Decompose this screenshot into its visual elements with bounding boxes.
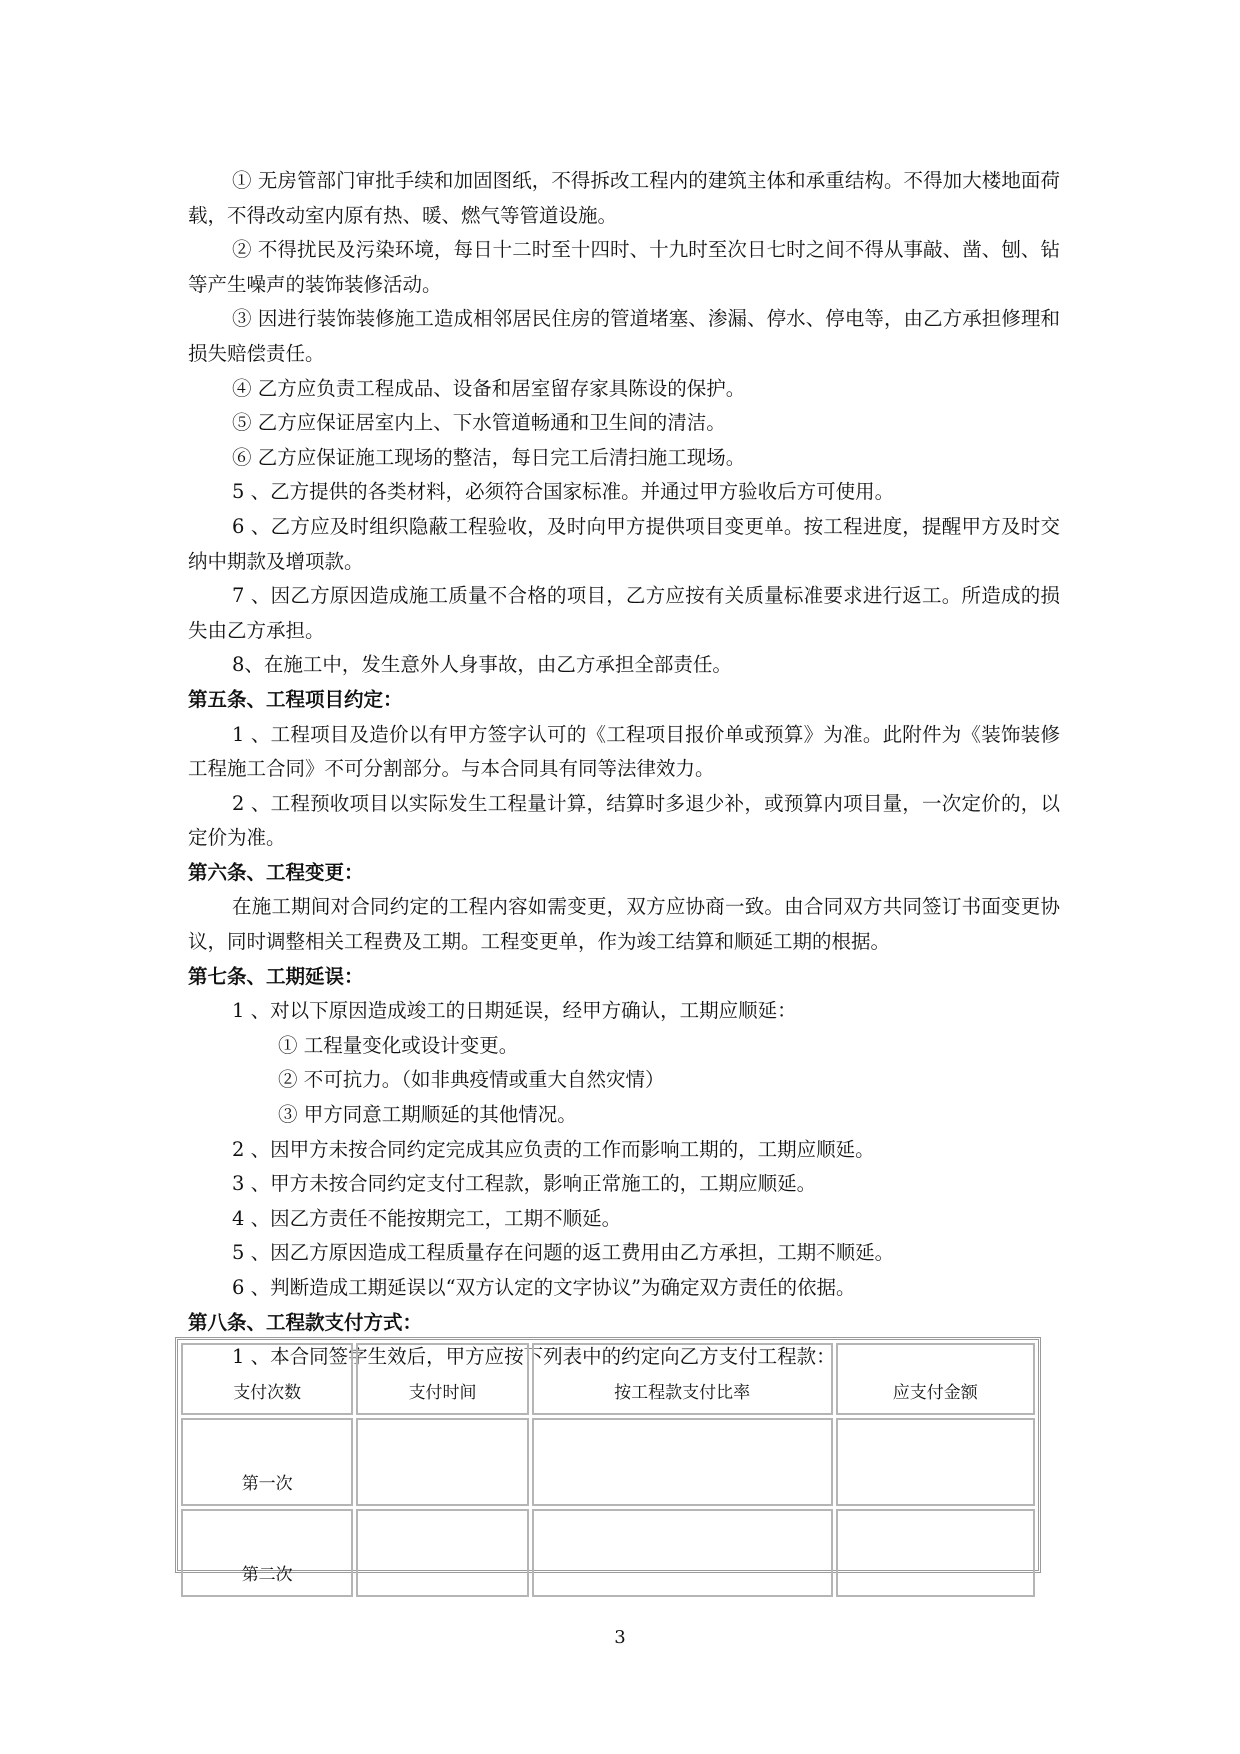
- table-row: [181, 1509, 1035, 1597]
- paragraph: 8、在施工中，发生意外人身事故，由乙方承担全部责任。: [232, 653, 732, 677]
- paragraph: 6 、判断造成工期延误以“双方认定的文字协议”为确定双方责任的依据。: [232, 1276, 856, 1299]
- section-heading: 第六条、工程变更：: [188, 860, 364, 884]
- paragraph: 5 、乙方提供的各类材料，必须符合国家标准。并通过甲方验收后方可使用。: [232, 480, 895, 504]
- table-header-cell: 按工程款支付比率: [532, 1343, 833, 1415]
- table-cell: [836, 1509, 1035, 1597]
- table-cell: [532, 1418, 833, 1506]
- table-cell: [836, 1418, 1035, 1506]
- table-header-cell: 应支付金额: [836, 1343, 1035, 1415]
- document-body: [188, 164, 1060, 1375]
- table-row: [181, 1418, 1035, 1506]
- paragraph: ① 工程量变化或设计变更。: [278, 1033, 519, 1057]
- paragraph: 1 、对以下原因造成竣工的日期延误，经甲方确认，工期应顺延：: [232, 999, 797, 1023]
- table-cell: 第二次: [181, 1509, 353, 1597]
- paragraph: 在施工期间对合同约定的工程内容如需变更，双方应协商一致。由合同双方共同签订书面变更协议，同时调整相关工程费及工期。工程变更单，作为竣工结算和顺延工期的根据。: [188, 895, 1060, 954]
- paragraph: 1 、工程项目及造价以有甲方签字认可的《工程项目报价单或预算》为准。此附件为《装饰装修工程施工合同》不可分割部分。与本合同具有同等法律效力。: [188, 722, 1060, 781]
- paragraph: ③ 因进行装饰装修施工造成相邻居民住房的管道堵塞、渗漏、停水、停电等，由乙方承担修理和损失赔偿责任。: [188, 307, 1060, 365]
- table-header-cell: 支付次数: [181, 1343, 353, 1415]
- page-number: 3: [614, 1627, 626, 1648]
- paragraph: ⑥ 乙方应保证施工现场的整洁，每日完工后清扫施工现场。: [232, 445, 746, 469]
- paragraph: 1 、本合同签字生效后，甲方应按下列表中的约定向乙方支付工程款：: [232, 1345, 836, 1369]
- section-heading: 第八条、工程款支付方式：: [188, 1310, 423, 1334]
- table-cell: 第一次: [181, 1418, 353, 1506]
- paragraph: 3 、甲方未按合同约定支付工程款，影响正常施工的，工期应顺延。: [232, 1172, 817, 1196]
- paragraph: ① 无房管部门审批手续和加固图纸，不得拆改工程内的建筑主体和承重结构。不得加大楼地面荷载，不得改动室内原有热、暖、燃气等管道设施。: [188, 169, 1060, 227]
- table-cell: [356, 1418, 528, 1506]
- paragraph: ③ 甲方同意工期顺延的其他情况。: [278, 1103, 577, 1127]
- table-header-cell: 支付时间: [356, 1343, 528, 1415]
- paragraph: 2 、工程预收项目以实际发生工程量计算，结算时多退少补，或预算内项目量，一次定价的，以定价为准。: [188, 791, 1060, 850]
- table-header-row: [181, 1343, 1035, 1415]
- paragraph: 4 、因乙方责任不能按期完工，工期不顺延。: [232, 1206, 622, 1230]
- paragraph: ④ 乙方应负责工程成品、设备和居室留存家具陈设的保护。: [232, 376, 746, 400]
- paragraph: 5 、因乙方原因造成工程质量存在问题的返工费用由乙方承担，工期不顺延。: [232, 1241, 895, 1265]
- paragraph: ⑤ 乙方应保证居室内上、下水管道畅通和卫生间的清洁。: [232, 411, 726, 435]
- payment-table: [175, 1337, 1041, 1585]
- paragraph: 2 、因甲方未按合同约定完成其应负责的工作而影响工期的，工期应顺延。: [232, 1137, 875, 1161]
- section-heading: 第七条、工期延误：: [188, 964, 364, 988]
- table-cell: [356, 1509, 528, 1597]
- table-cell: [532, 1509, 833, 1597]
- paragraph: ② 不可抗力。（如非典疫情或重大自然灾情）: [278, 1068, 665, 1092]
- section-heading: 第五条、工程项目约定：: [188, 687, 403, 711]
- paragraph: ② 不得扰民及污染环境，每日十二时至十四时、十九时至次日七时之间不得从事敲、凿、刨、钻等产生噪声的装饰装修活动。: [188, 238, 1060, 296]
- paragraph: 6 、乙方应及时组织隐蔽工程验收，及时向甲方提供项目变更单。按工程进度，提醒甲方及时交纳中期款及增项款。: [188, 514, 1060, 573]
- paragraph: 7 、因乙方原因造成施工质量不合格的项目，乙方应按有关质量标准要求进行返工。所造成的损失由乙方承担。: [188, 584, 1060, 642]
